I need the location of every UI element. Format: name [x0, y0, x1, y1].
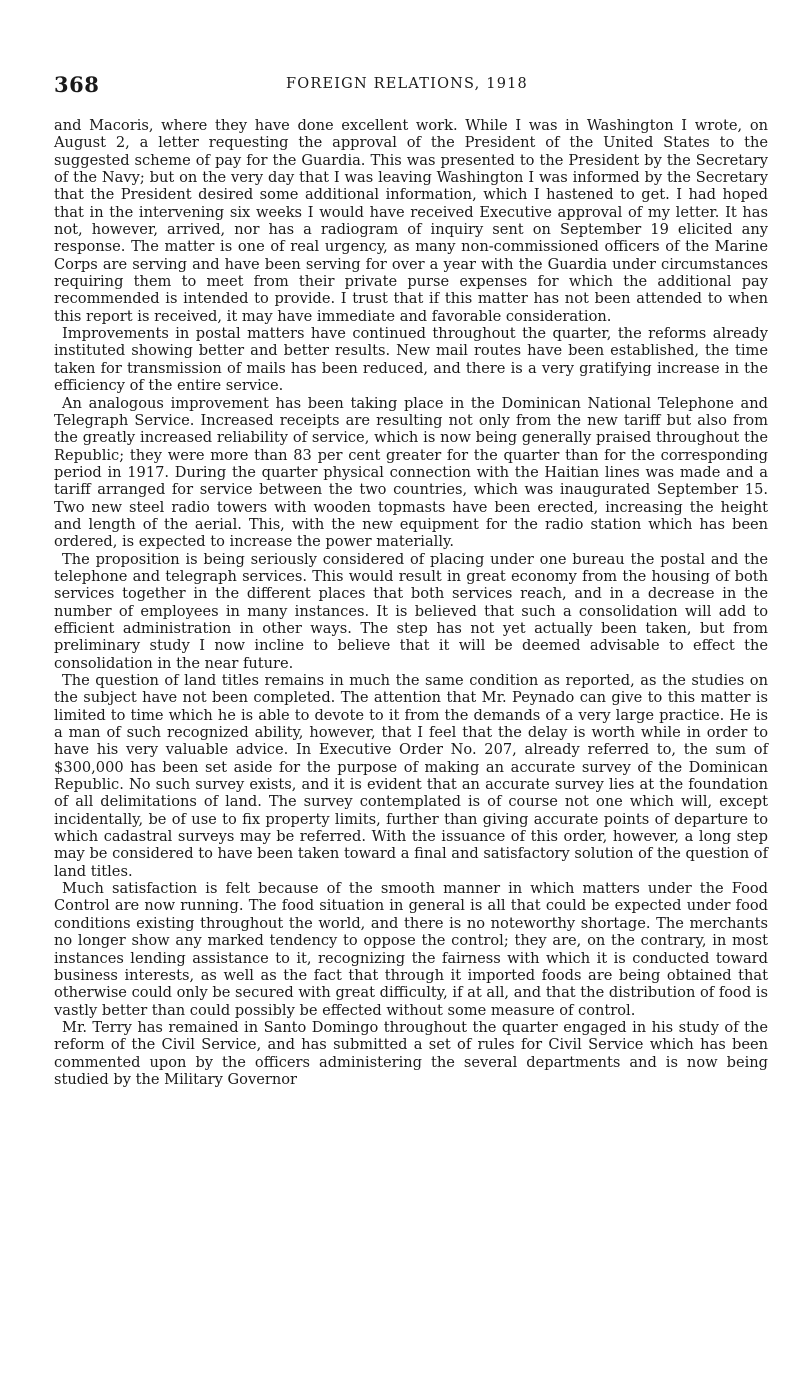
paragraph-land-titles: The question of land titles remains in much the same condition as reported, as the studies on the subject have not been completed. The attention that Mr. Peynado can give to this matter is limited to time which he is able to devote to it from the demands of a very large practice. He is a man of such recognized ability, however, that I feel that the delay is worth while in order to have his very valuable advice. In Executive Order No. 207, already referred to, the sum of $300,000 has been set aside for the purpose of making an accurate survey of the Dominican Republic. No such survey exists, and it is evident that an accurate survey lies at the foundation of all delimitations of land. The survey contemplated is of course not one which will, except incidentally, be of use to fix property limits, further than giving accurate points of departure to which cadastral surveys may be referred. With the issuance of this order, however, a long step may be considered to have been taken toward a final and satisfactory solution of the question of land titles. [54, 672, 768, 880]
body-text [54, 117, 768, 1088]
page-number: 368 [54, 72, 100, 97]
paragraph-food-control: Much satisfaction is felt because of the smooth manner in which matters under the Food Control are now running. The food situation in general is all that could be expected under food conditions existing throughout the world, and there is no noteworthy shortage. The merchants no longer show any marked tendency to oppose the control; they are, on the contrary, in most instances lending assistance to it, recognizing the fairness with which it is conducted toward business interests, as well as the fact that through it imported foods are being obtained that otherwise could only be secured with great difficulty, if at all, and that the distribution of food is vastly better than could possibly be effected without some measure of control. [54, 880, 768, 1019]
paragraph-civil-service: Mr. Terry has remained in Santo Domingo throughout the quarter engaged in his study of the reform of the Civil Service, and has submitted a set of rules for Civil Service which has been commented upon by the officers administering the several departments and is now being studied by the Military Governor [54, 1018, 768, 1088]
page-header [54, 66, 768, 106]
running-head: FOREIGN RELATIONS, 1918 [286, 76, 528, 92]
paragraph-telephone-telegraph: An analogous improvement has been taking place in the Dominican National Telephone and Telegraph Service. Increased receipts are resulting not only from the new tariff but also from the greatly increased reliability of service, which is now being generally praised throughout the Republic; they were more than 83 per cent greater for the quarter than for the corresponding period in 1917. During the quarter physical connection with the Haitian lines was made and a tariff arranged for service between the two countries, which was inaugurated September 15. Two new steel radio towers with wooden topmasts have been erected, increasing the height and length of the aerial. This, with the new equipment for the radio station which has been ordered, is expected to increase the power materially. [54, 394, 768, 551]
paragraph-postal-matters: Improvements in postal matters have continued throughout the quarter, the reforms already instituted showing better and better results. New mail routes have been established, the time taken for transmission of mails has been reduced, and there is a very gratifying increase in the efficiency of the entire service. [54, 325, 768, 395]
paragraph-bureau-consolidation: The proposition is being seriously considered of placing under one bureau the postal and the telephone and telegraph services. This would result in great economy from the housing of both services together in the different places that both services reach, and in a decrease in the number of employees in many instances. It is believed that such a consolidation will add to efficient administration in other ways. The step has not yet actually been taken, but from preliminary study I now incline to believe that it will be deemed advisable to effect the consolidation in the near future. [54, 550, 768, 672]
paragraph-guardia-pay: and Macoris, where they have done excellent work. While I was in Washington I wrote, on August 2, a letter requesting the approval of the President of the United States to the suggested scheme of pay for the Guardia. This was presented to the President by the Secretary of the Navy; but on the very day that I was leaving Washington I was informed by the Secretary that the President desired some additional information, which I hastened to get. I had hoped that in the intervening six weeks I would have received Executive approval of my letter. It has not, however, arrived, nor has a radiogram of inquiry sent on September 19 elicited any response. The matter is one of real urgency, as many non-commissioned officers of the Marine Corps are serving and have been serving for over a year with the Guardia under circumstances requiring them to meet from their private purse expenses for which the additional pay recommended is intended to provide. I trust that if this matter has not been attended to when this report is received, it may have immediate and favorable consideration. [54, 117, 768, 325]
document-page [54, 66, 768, 1088]
